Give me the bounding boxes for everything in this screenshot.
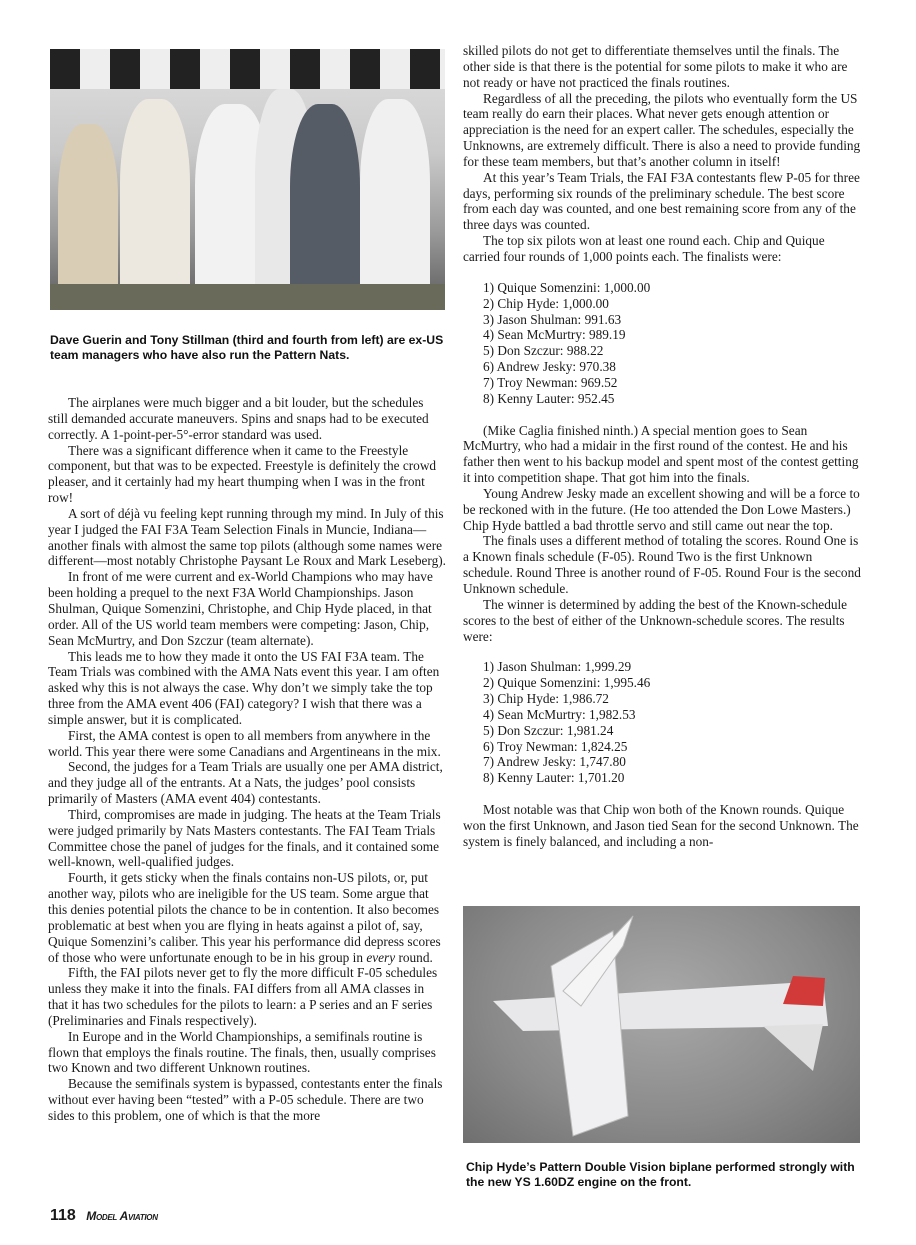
tail-fin xyxy=(783,976,825,1006)
paragraph: This leads me to how they made it onto the US FAI F3A team. The Team Trials was combined with the AMA Nats event this year. I am often asked why this is not always the case. Why don’t we simply take the top three from the AMA event 406 (FAI) category? I wish that there was a simple answer, but it is complicated. xyxy=(48,648,440,727)
list-item: 5) Don Szczur: 1,981.24 xyxy=(483,722,614,738)
list-item: 4) Sean McMurtry: 989.19 xyxy=(483,327,626,343)
list-item: 6) Troy Newman: 1,824.25 xyxy=(483,738,628,754)
paragraph: Fifth, the FAI pilots never get to fly the more difficult F-05 schedules unless they make it into the finals. FAI differs from all AMA classes in that it has two schedules for the pilots to learn: a P series and an F series (Preliminaries and Finals respectively). xyxy=(48,965,438,1028)
person xyxy=(120,99,190,309)
list-item: 2) Quique Somenzini: 1,995.46 xyxy=(483,675,651,691)
person xyxy=(290,104,360,310)
paragraph: skilled pilots do not get to differentiate themselves until the finals. The other side is that there is the potential for some pilots to make it who are not ready or have not practiced the finals routines. xyxy=(463,43,848,90)
list-item: 2) Chip Hyde: 1,000.00 xyxy=(483,295,609,311)
ground xyxy=(50,284,445,310)
paragraph: First, the AMA contest is open to all members from anywhere in the world. This year there were some Canadians and Argentineans in the mix. xyxy=(48,727,441,759)
magazine-name: Model Aviation xyxy=(86,1209,158,1223)
fuselage xyxy=(493,981,828,1031)
list-item: 1) Jason Shulman: 1,999.29 xyxy=(483,659,632,675)
photo-caption-bottom: Chip Hyde’s Pattern Double Vision biplane performed strongly with the new YS 1.60DZ engine on the front. xyxy=(466,1160,855,1189)
paragraph: The finals uses a different method of totaling the scores. Round One is a Known finals schedule (F-05). Round Two is the first Unknown schedule. Round Three is another round of F-05. Round Four is the second Unknown schedule. xyxy=(463,533,861,596)
list-item: 3) Chip Hyde: 1,986.72 xyxy=(483,691,609,707)
paragraph: The top six pilots won at least one round each. Chip and Quique carried four rounds of 1,000 points each. The finalists were: xyxy=(463,233,825,264)
paragraph: In Europe and in the World Championships, a semifinals routine is flown that employs the finals routine. The finals, then, usually comprises two Known and two different Unknown routines. xyxy=(48,1028,436,1076)
paragraph: At this year’s Team Trials, the FAI F3A contestants flew P-05 for three days, performing six rounds of the preliminary schedule. The best score from each day was counted, and one best remaining score from any of the three days was counted. xyxy=(463,169,860,233)
paragraph-text: Fourth, it gets sticky when the finals contains non-US pilots, or, put another way, pilots who are ineligible for the US team. Some argue that this denies potential pilots the chance to be in contention. It also becomes problematic at best when you are flying in heats against a pilot of, say, Quique Somenzini’s caliber. This year his performance did depress scores of those who were unfortunate enough to be in his group in xyxy=(48,870,441,965)
right-text-column xyxy=(463,43,861,850)
paragraph-text: round. xyxy=(395,949,433,965)
list-item: 7) Andrew Jesky: 1,747.80 xyxy=(483,754,626,770)
finalists-list xyxy=(463,280,861,407)
paragraph: Second, the judges for a Team Trials are usually one per AMA district, and they judge all of the entrants. At a Nats, the judges’ pool consists primarily of Masters (AMA event 404) contestants. xyxy=(48,759,443,807)
paragraph: There was a significant difference when it came to the Freestyle component, but that was to be expected. Freestyle is definitely the crowd pleaser, and it certainly had my heart thumping when I was in the front row! xyxy=(48,442,437,506)
paragraph: Because the semifinals system is bypassed, contestants enter the finals without ever having been “tested” with a P-05 schedule. There are two sides to this problem, one of which is that the more xyxy=(48,1076,443,1123)
paragraph: The winner is determined by adding the best of the Known-schedule scores to the best of either of the Unknown-schedule scores. The results were: xyxy=(463,596,848,644)
paragraph: (Mike Caglia finished ninth.) A special mention goes to Sean McMurtry, who had a midair in the first round of the contest. He and his father then went to his backup model and spent most of the contest getting it into competition shape. That got him into the finals. xyxy=(463,422,859,486)
page-number: 118 xyxy=(50,1207,76,1224)
person xyxy=(58,124,118,304)
paragraph: Most notable was that Chip won both of the Known rounds. Quique won the first Unknown, and Jason tied Sean for the second Unknown. The system is finely balanced, and including a non- xyxy=(463,802,859,849)
lower-wing xyxy=(551,931,628,1136)
paragraph: The airplanes were much bigger and a bit louder, but the schedules still demanded accurate maneuvers. Spins and snaps had to be executed correctly. A 1-point-per-5°-error standard was used. xyxy=(48,395,429,442)
results-list xyxy=(463,659,861,786)
list-item: 8) Kenny Lauter: 952.45 xyxy=(483,390,615,406)
person xyxy=(360,99,430,309)
tent-canopy xyxy=(50,49,445,89)
page-footer xyxy=(50,1207,158,1225)
paragraph: Third, compromises are made in judging. The heats at the Team Trials were judged primarily by Nats Masters contestants. The FAI Team Trials Committee chose the panel of judges for the finals, and it contained some well-known, well-qualified judges. xyxy=(48,806,441,870)
left-text-column xyxy=(48,395,446,1124)
list-item: 5) Don Szczur: 988.22 xyxy=(483,343,604,359)
list-item: 4) Sean McMurtry: 1,982.53 xyxy=(483,706,636,722)
paragraph: Regardless of all the preceding, the pilots who eventually form the US team really do earn their places. What never gets enough attention or appreciation is the need for an expert caller. The schedules, especially the Unknowns, are extremely difficult. There is also a need to provide funding for these team members, but that’s another column in itself! xyxy=(463,90,861,169)
list-item: 8) Kenny Lauter: 1,701.20 xyxy=(483,770,625,786)
team-managers-photo xyxy=(50,49,445,310)
paragraph xyxy=(48,870,446,965)
list-item: 6) Andrew Jesky: 970.38 xyxy=(483,359,616,375)
italic-text: every xyxy=(366,949,396,965)
biplane-photo xyxy=(463,906,860,1143)
list-item: 1) Quique Somenzini: 1,000.00 xyxy=(483,279,651,295)
paragraph: Young Andrew Jesky made an excellent showing and will be a force to be reckoned with in the future. (He too attended the Don Lowe Masters.) Chip Hyde battled a bad throttle servo and still came out near the top. xyxy=(463,485,860,533)
paragraph: A sort of déjà vu feeling kept running through my mind. In July of this year I judged the FAI F3A Team Selection Finals in Muncie, Indiana—another finals with almost the same top pilots (although some names were different—most notably Christophe Paysant Le Roux and Mark Leseberg). xyxy=(48,505,446,569)
paragraph: In front of me were current and ex-World Champions who may have been holding a prequel to the next F3A World Championships. Jason Shulman, Quique Somenzini, Christophe, and Chip Hyde placed, in that order. All of the US world team members were competing: Jason, Chip, Sean McMurtry, and Don Szczur (team alternate). xyxy=(48,569,433,648)
stabilizer xyxy=(763,1024,823,1071)
list-item: 7) Troy Newman: 969.52 xyxy=(483,374,618,390)
list-item: 3) Jason Shulman: 991.63 xyxy=(483,311,622,327)
biplane-illustration xyxy=(463,906,860,1143)
photo-caption-top: Dave Guerin and Tony Stillman (third and fourth from left) are ex-US team managers who have also run the Pattern Nats. xyxy=(50,333,444,362)
